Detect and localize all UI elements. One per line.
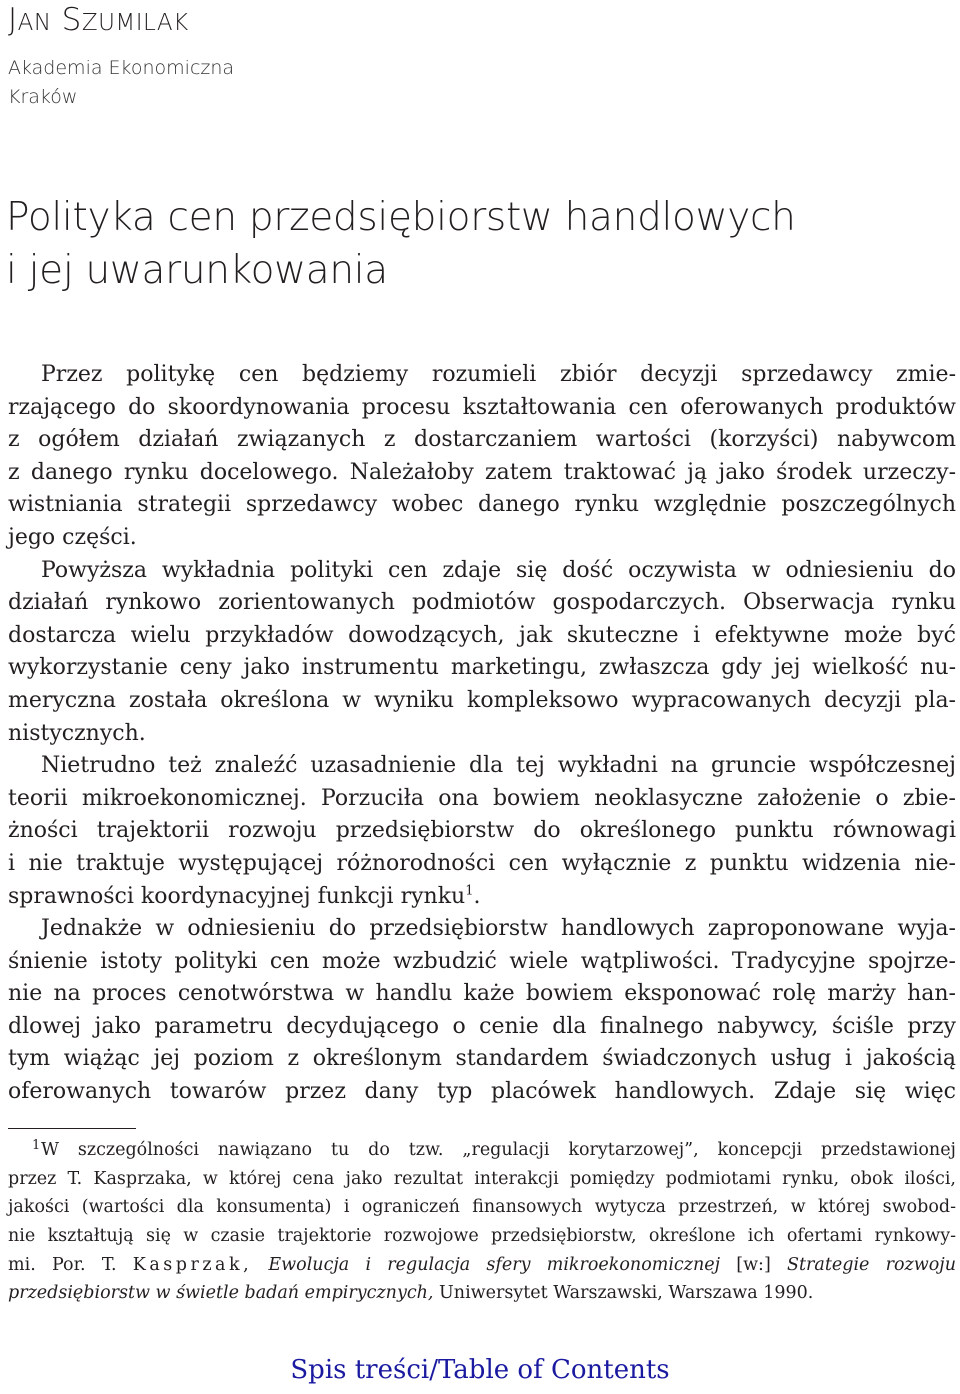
article-title-line-1: Polityka cen przedsiębiorstw handlowych [6, 195, 796, 240]
body-line: teorii mikroekonomicznej. Porzuciła ona bowiem neoklasyczne założenie o zbie- [8, 785, 956, 811]
footnote-line: 1 W szczególności nawiązano tu do tzw. „regulacji korytarzowej”, koncepcji przedstawionej [32, 1138, 956, 1160]
footnote-line: przez T. Kasprzaka, w której cena jako rezultat interakcji pomiędzy podmiotami rynku, obok ilości, [8, 1168, 956, 1189]
body-line: śnienie istoty polityki cen może wzbudzić wiele wątpliwości. Tradycyjne spojrze- [8, 948, 956, 974]
article-body [8, 359, 956, 1109]
body-line: nistycznych. [8, 720, 146, 746]
body-line: i nie traktuje występującej różnorodności cen wyłącznie z punktu widzenia nie- [8, 850, 956, 876]
footnote-marker: 1 [32, 1138, 41, 1153]
body-line: oferowanych towarów przez dany typ placówek handlowych. Zdaje się więc [8, 1079, 956, 1105]
table-of-contents-link[interactable]: Spis treści/Table of Contents [290, 1355, 670, 1385]
body-line: jego części. [8, 524, 137, 550]
body-line: rzającego do skoordynowania procesu kształtowania cen oferowanych produktów [8, 394, 956, 420]
body-line: dlowej jako parametru decydującego o cenie dla finalnego nabywcy, ściśle przy [8, 1013, 956, 1039]
body-line: działań rynkowo zorientowanych podmiotów gospodarczych. Obserwacja rynku [8, 590, 956, 616]
footnote-line: przedsiębiorstw w świetle badań empirycznych, Uniwersytet Warszawski, Warszawa 1990. [8, 1283, 814, 1304]
body-line: Jednakże w odniesieniu do przedsiębiorstw handlowych zaproponowane wyja- [41, 916, 956, 942]
body-line: sprawności koordynacyjnej funkcji rynku$^1$. [8, 883, 481, 909]
footnote-reference[interactable]: 1 [465, 883, 474, 899]
body-line: nie na proces cenotwórstwa w handlu każe bowiem eksponować rolę marży han- [8, 981, 956, 1007]
body-line: z danego rynku docelowego. Należałoby zatem traktować ją jako środek urzeczy- [8, 459, 956, 485]
footnote-line: mi. Por. T. Kasprzak, Ewolucja i regulacja sfery mikroekonomicznej [w:] Strategie rozwoju [8, 1254, 956, 1275]
article-title-line-2: i jej uwarunkowania [6, 248, 388, 293]
author-name: JAN SZUMILAK [8, 2, 189, 38]
body-line: Nietrudno też znaleźć uzasadnienie dla tej wykładni na gruncie współczesnej [41, 753, 956, 779]
affiliation-city: Kraków [8, 86, 78, 108]
body-line: tym wiążąc jej poziom z określonym standardem świadczonych usług i jakością [8, 1046, 956, 1072]
footnote-line: jakości (wartości dla konsumenta) i ograniczeń finansowych wytycza przestrzeń, w której swobod- [8, 1197, 956, 1218]
body-line: meryczna została określona w wyniku kompleksowo wypracowanych decyzji pla- [8, 687, 956, 713]
footnote [8, 1136, 956, 1308]
footnote-line: nie kształtują się w czasie trajektorie rozwojowe przedsiębiorstw, określone ich ofertami rynkowy- [8, 1226, 956, 1247]
body-line: Powyższa wykładnia polityki cen zdaje się dość oczywista w odniesieniu do [41, 557, 956, 583]
body-line: wistniania strategii sprzedawcy wobec danego rynku względnie poszczególnych [8, 492, 956, 518]
affiliation-institution: Akademia Ekonomiczna [8, 57, 235, 79]
body-line: z ogółem działań związanych z dostarczaniem wartości (korzyści) nabywcom [8, 427, 956, 453]
footnote-divider [8, 1128, 136, 1129]
body-line: Przez politykę cen będziemy rozumieli zbiór decyzji sprzedawcy zmie- [41, 362, 956, 387]
body-line: żności trajektorii rozwoju przedsiębiorstw do określonego punktu równowagi [8, 818, 956, 844]
body-line: wykorzystanie ceny jako instrumentu marketingu, zwłaszcza gdy jej wielkość nu- [8, 655, 956, 681]
body-line: dostarcza wielu przykładów dowodzących, jak skuteczne i efektywne może być [8, 622, 956, 648]
